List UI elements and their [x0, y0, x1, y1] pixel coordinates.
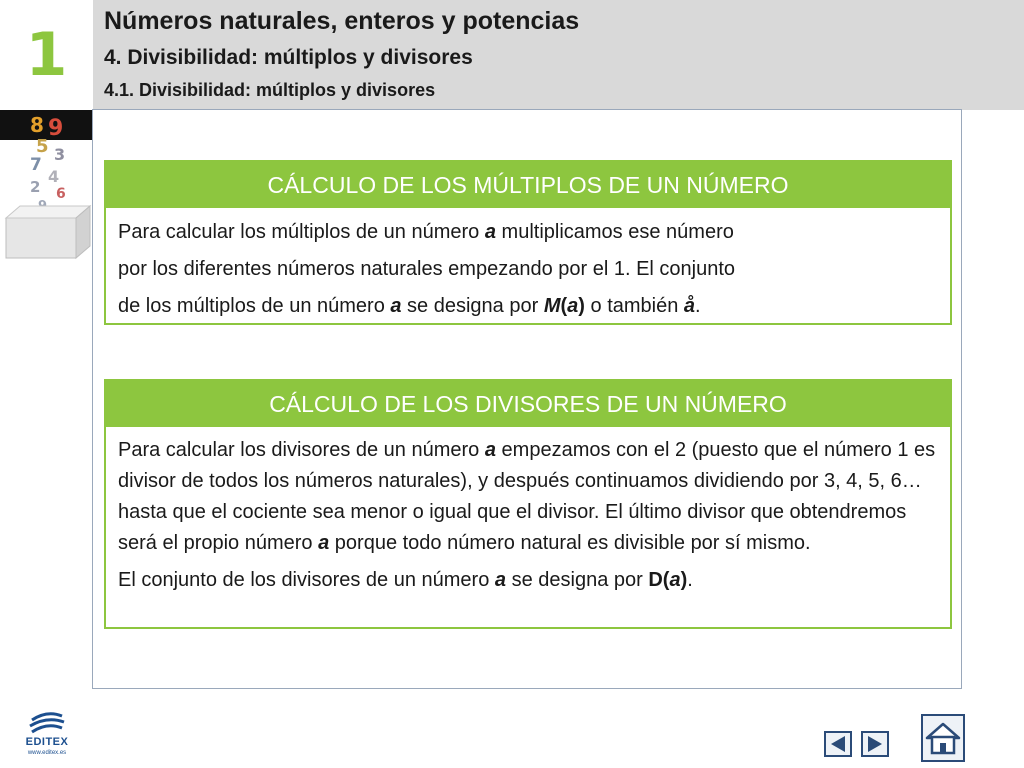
- svg-text:8: 8: [30, 113, 44, 137]
- editex-logo-icon: [18, 710, 76, 736]
- multiples-box: [104, 160, 952, 325]
- svg-text:2: 2: [30, 178, 41, 196]
- home-icon: [923, 716, 963, 760]
- logo-url: www.editex.es: [27, 750, 67, 756]
- dot-notation: å: [683, 295, 696, 317]
- page-title: Números naturales, enteros y potencias: [104, 7, 580, 35]
- svg-text:6: 6: [56, 186, 66, 202]
- numbers-illustration: [0, 110, 93, 264]
- page-subtitle: 4. Divisibilidad: múltiplos y divisores: [104, 46, 473, 69]
- chapter-number: 1: [0, 0, 93, 110]
- next-button[interactable]: [861, 731, 889, 757]
- svg-text:5: 5: [36, 136, 49, 157]
- svg-text:7: 7: [30, 155, 42, 175]
- divisors-body: Para calcular los divisores de un número a empezamos con el 2 (puesto que el número 1 es divisor de todos los números naturales), y después continuamos dividiendo por 3, 4, 5, 6… hasta que el cociente sea menor o igual que el divisor. El último divisor que obtendremos será el propio número a porque todo número natural es divisible por sí mismo. El conjunto de los divisores de un número a se designa por D(a).: [118, 439, 936, 591]
- svg-text:3: 3: [54, 145, 66, 164]
- divisors-box: [104, 379, 952, 629]
- header-bar: [0, 0, 1024, 110]
- logo-text: EDITEX: [25, 736, 69, 748]
- svg-text:9: 9: [48, 116, 64, 141]
- svg-text:4: 4: [48, 167, 60, 186]
- multiples-body: Para calcular los múltiplos de un número a multiplicamos ese número por los diferentes números naturales empezando por el 1. El conjunto de los múltiplos de un número a se designa por M(a) o también å.: [118, 221, 736, 317]
- multiples-heading: CÁLCULO DE LOS MÚLTIPLOS DE UN NÚMERO: [106, 162, 950, 208]
- section-title: 4.1. Divisibilidad: múltiplos y divisores: [104, 80, 436, 100]
- editex-logo: [18, 710, 76, 760]
- home-button[interactable]: [921, 714, 965, 762]
- previous-button[interactable]: [824, 731, 852, 757]
- arrow-right-icon: [863, 733, 887, 755]
- divisors-heading: CÁLCULO DE LOS DIVISORES DE UN NÚMERO: [106, 381, 950, 427]
- arrow-left-icon: [826, 733, 850, 755]
